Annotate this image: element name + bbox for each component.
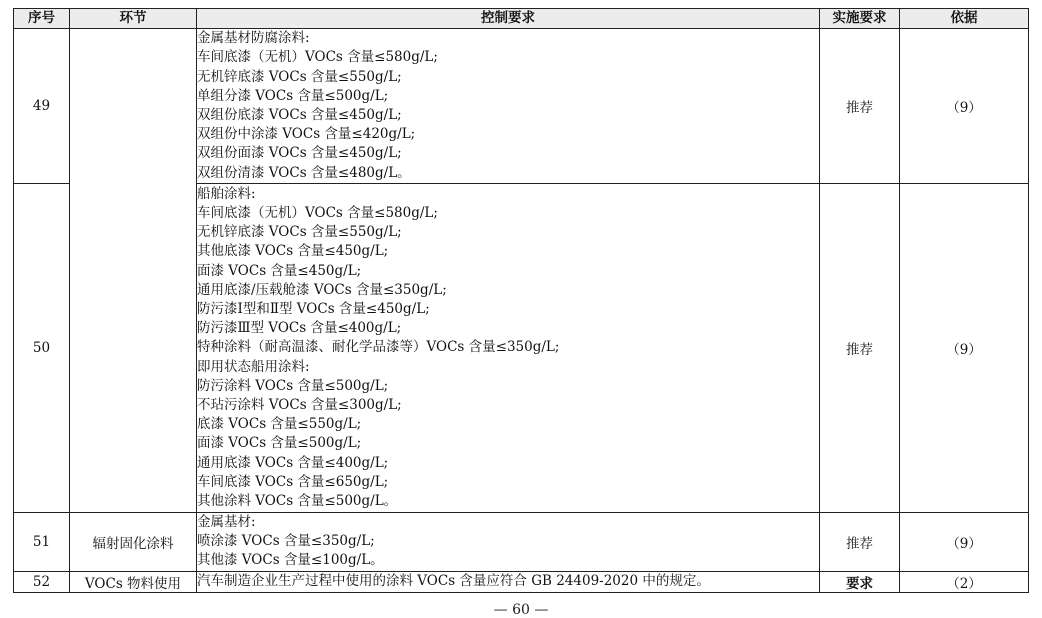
- header-stage: 环节: [70, 9, 197, 29]
- requirement-line: 无机锌底漆 VOCs 含量≤550g/L;: [197, 68, 402, 85]
- requirement-line: 喷涂漆 VOCs 含量≤350g/L;: [197, 533, 375, 550]
- page-number: — 60 —: [493, 602, 549, 618]
- requirement-line: 车间底漆 VOCs 含量≤650g/L;: [197, 473, 389, 490]
- requirement-line: 防污漆Ⅰ型和Ⅱ型 VOCs 含量≤450g/L;: [197, 300, 430, 317]
- requirement-line: 不玷污涂料 VOCs 含量≤300g/L;: [197, 397, 402, 413]
- header-no: 序号: [14, 9, 70, 29]
- requirement-line: 面漆 VOCs 含量≤500g/L;: [197, 435, 362, 452]
- requirement-line: 防污涂料 VOCs 含量≤500g/L;: [197, 377, 389, 394]
- row-implementation: 推荐: [820, 29, 900, 184]
- row-stage: 辐射固化涂料: [70, 513, 197, 572]
- requirement-line: 即用状态船用涂料:: [197, 358, 310, 375]
- row-stage: VOCs 物料使用: [70, 571, 197, 592]
- row-implementation: 推荐: [820, 513, 900, 572]
- requirement-line: 其他涂料 VOCs 含量≤500g/L。: [197, 493, 398, 510]
- requirement-line: 单组分漆 VOCs 含量≤500g/L;: [197, 87, 389, 104]
- requirement-line: 金属基材防腐涂料:: [197, 30, 310, 47]
- requirement-line: 双组份底漆 VOCs 含量≤450g/L;: [197, 107, 402, 123]
- header-row: [14, 9, 1029, 29]
- requirement-line: 双组份清漆 VOCs 含量≤480g/L。: [197, 164, 411, 181]
- requirement-line: 船舶涂料:: [197, 185, 256, 202]
- row-basis: （9）: [900, 184, 1029, 513]
- header-basis: 依据: [900, 9, 1029, 29]
- header-implementation: 实施要求: [820, 9, 900, 29]
- table-row: [14, 29, 1029, 184]
- requirement-line: 金属基材:: [197, 514, 256, 530]
- row-stage: [70, 29, 197, 513]
- requirement-line: 其他漆 VOCs 含量≤100g/L。: [197, 552, 384, 569]
- row-implementation: 要求: [820, 571, 900, 592]
- row-requirements: [197, 29, 820, 184]
- requirement-line: 无机锌底漆 VOCs 含量≤550g/L;: [197, 224, 402, 241]
- table-row: [14, 571, 1029, 592]
- requirements-table: [13, 8, 1029, 593]
- row-no: 49: [14, 29, 70, 184]
- requirement-line: 双组份面漆 VOCs 含量≤450g/L;: [197, 145, 402, 162]
- requirement-line: 防污漆Ⅲ型 VOCs 含量≤400g/L;: [197, 320, 402, 337]
- requirement-line: 通用底漆 VOCs 含量≤400g/L;: [197, 454, 389, 471]
- row-requirements: [197, 513, 820, 572]
- row-basis: （9）: [900, 513, 1029, 572]
- header-requirement: 控制要求: [197, 9, 820, 29]
- row-no: 51: [14, 513, 70, 572]
- requirement-line: 底漆 VOCs 含量≤550g/L;: [197, 416, 362, 433]
- requirement-line: 双组份中涂漆 VOCs 含量≤420g/L;: [197, 126, 416, 143]
- row-basis: （2）: [900, 571, 1029, 592]
- row-requirements: [197, 571, 820, 592]
- requirement-line: 其他底漆 VOCs 含量≤450g/L;: [197, 243, 389, 260]
- row-basis: （9）: [900, 29, 1029, 184]
- table-row: [14, 513, 1029, 572]
- requirement-line: 车间底漆（无机）VOCs 含量≤580g/L;: [197, 49, 438, 66]
- row-requirements: [197, 184, 820, 513]
- requirement-line: 特种涂料（耐高温漆、耐化学品漆等）VOCs 含量≤350g/L;: [197, 339, 560, 356]
- requirement-line: 汽车制造企业生产过程中使用的涂料 VOCs 含量应符合 GB 24409-2020 中的规定。: [197, 573, 710, 589]
- requirement-line: 通用底漆/压载舱漆 VOCs 含量≤350g/L;: [197, 281, 447, 298]
- row-implementation: 推荐: [820, 184, 900, 513]
- row-no: 50: [14, 184, 70, 513]
- requirement-line: 面漆 VOCs 含量≤450g/L;: [197, 262, 362, 279]
- requirement-line: 车间底漆（无机）VOCs 含量≤580g/L;: [197, 204, 438, 221]
- row-no: 52: [14, 571, 70, 592]
